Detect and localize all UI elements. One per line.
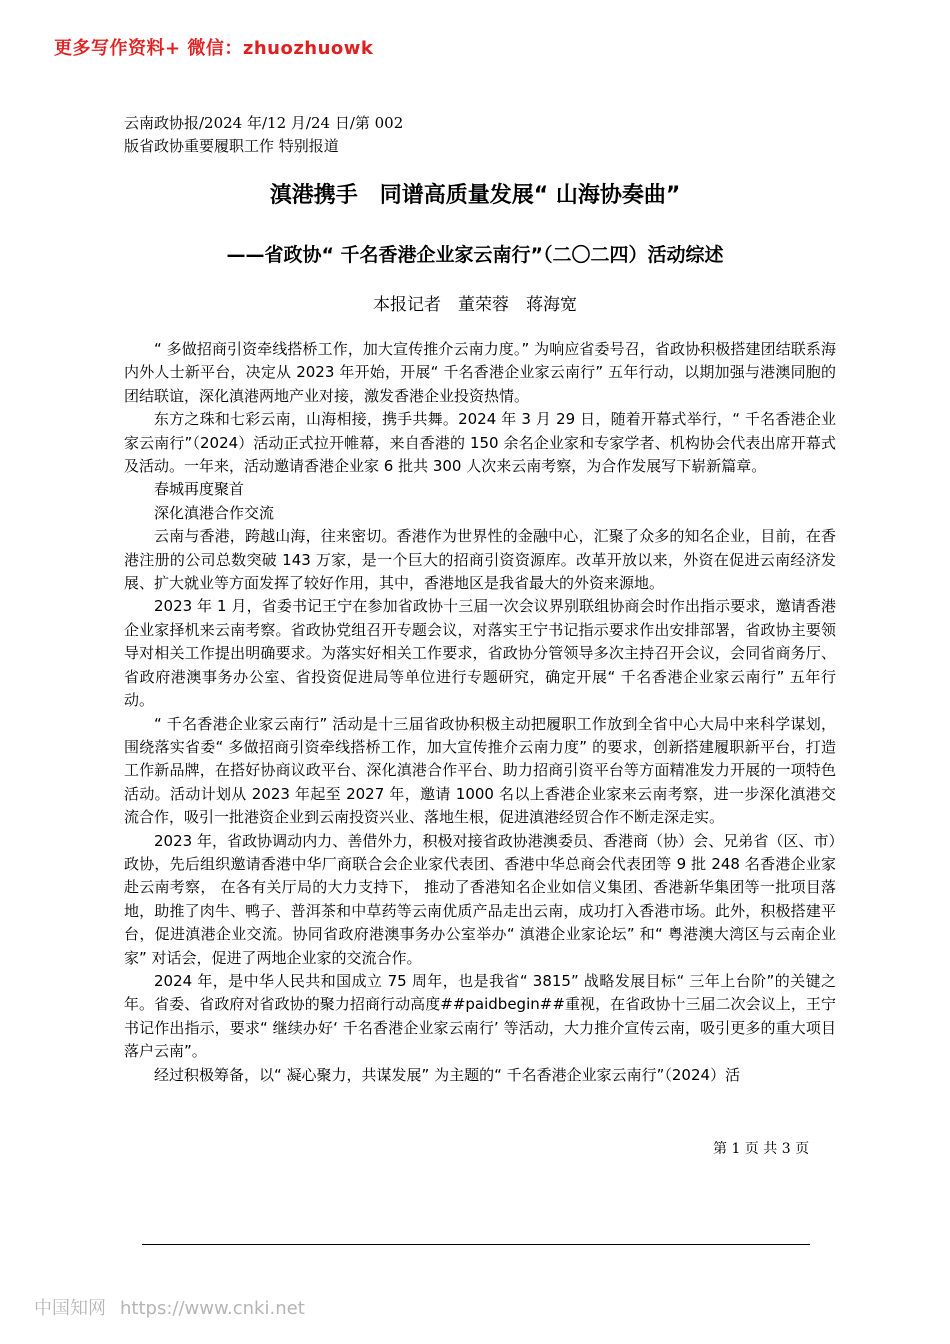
section-subheading: 深化滇港合作交流: [154, 503, 275, 522]
paragraph: 2023 年 1 月，省委书记王宁在参加省政协十三届一次会议界别联组协商会时作出指示要求，邀请香港企业家择机来云南考察。省政协党组召开专题会议，对落实王宁书记指示要求作出安排部署，省政协主要领导对相关工作提出明确要求。为落实好相关工作要求，省政协分管领导多次主持召开会议，会同省商务厅、省政府港澳事务办公室、省投资促进局等单位进行专题研究，确定开展“ 千名香港企业家云南行” 五年行动。: [124, 597, 836, 710]
paragraph: “ 千名香港企业家云南行” 活动是十三届省政协积极主动把履职工作放到全省中心大局中来科学谋划，围绕落实省委“ 多做招商引资牵线搭桥工作，加大宣传推介云南力度” 的要求，创新搭建履职新平台，打造工作新品牌，在搭好协商议政平台、深化滇港合作平台、助力招商引资平台等方面精准发力开展的一项特色活动。活动计划从 2023 年起至 2027 年，邀请 1000 名以上香港企业家来云南考察，进一步深化滇港交流合作，吸引一批港资企业到云南投资兴业、落地生根，促进滇港经贸合作不断走深走实。: [124, 714, 836, 827]
paragraph: 2023 年，省政协调动内力、善借外力，积极对接省政协港澳委员、香港商（协）会、兄弟省（区、市）政协，先后组织邀请香港中华厂商联合会企业家代表团、香港中华总商会代表团等 9 批 248 名香港企业家赴云南考察， 在各有关厅局的大力支持下， 推动了香港知名企业如信义集团、香港新华集团等一批项目落地，助推了肉牛、鸭子、普洱茶和中草药等云南优质产品走出云南，成功打入香港市场。此外，积极搭建平台，促进滇港企业交流。协同省政府港澳事务办公室举办“ 滇港企业家论坛” 和“ 粤港澳大湾区与云南企业家” 对话会，促进了两地企业家的交流合作。: [124, 831, 836, 967]
article-title: 滇港携手 同谱高质量发展“ 山海协奏曲”: [269, 183, 681, 208]
section-heading: 春城再度聚首: [154, 480, 245, 499]
cnki-watermark: [34, 1294, 319, 1320]
cnki-logo-text: 中国知网: [34, 1298, 106, 1319]
paragraph: 经过积极筹备，以“ 凝心聚力，共谋发展” 为主题的“ 千名香港企业家云南行”（2024）活: [154, 1065, 741, 1084]
footer-divider: [142, 1244, 810, 1245]
paragraph: 2024 年，是中华人民共和国成立 75 周年，也是我省“ 3815” 战略发展目标“ 三年上台阶”的关键之年。省委、省政府对省政协的聚力招商行动高度##paidbegin##重视，在省政协十三届二次会议上，王宁书记作出指示，要求“ 继续办好‘ 千名香港企业家云南行’ 等活动，大力推介宣传云南，吸引更多的重大项目落户云南”。: [124, 971, 836, 1061]
article-byline: 本报记者 董荣蓉 蒋海宽: [373, 295, 577, 315]
paragraph: “ 多做招商引资牵线搭桥工作，加大宣传推介云南力度。” 为响应省委号召，省政协积极搭建团结联系海内外人士新平台，决定从 2023 年开始，开展“ 千名香港企业家云南行” 五年行动，以期加强与港澳同胞的团结联谊，深化滇港两地产业对接，激发香港企业投资热情。: [124, 340, 836, 405]
page-number: 第 1 页 共 3 页: [713, 1141, 810, 1157]
article-subtitle: ——省政协“ 千名香港企业家云南行”（二〇二四）活动综述: [226, 244, 724, 266]
cnki-url[interactable]: https://www.cnki.net: [120, 1298, 305, 1319]
source-meta: [124, 112, 403, 158]
meta-line-1: 云南政协报/2024 年/12 月/24 日/第 002: [124, 114, 404, 132]
paragraph: 云南与香港，跨越山海，往来密切。香港作为世界性的金融中心，汇聚了众多的知名企业，目前，在香港注册的公司总数突破 143 万家，是一个巨大的招商引资资源库。改革开放以来，外资在促进云南经济发展、扩大就业等方面发挥了较好作用，其中，香港地区是我省最大的外资来源地。: [124, 527, 836, 593]
paragraph: 东方之珠和七彩云南，山海相接，携手共舞。2024 年 3 月 29 日，随着开幕式举行，“ 千名香港企业家云南行”（2024）活动正式拉开帷幕，来自香港的 150 余名企业家和专家学者、机构协会代表出席开幕式及活动。一年来，活动邀请香港企业家 6 批共 300 人次来云南考察，为合作发展写下崭新篇章。: [124, 410, 836, 476]
article-body: [124, 338, 836, 1087]
promo-banner[interactable]: 更多写作资料+ 微信：zhuozhuowk: [54, 38, 374, 59]
meta-line-2: 版省政协重要履职工作 特别报道: [124, 137, 339, 155]
